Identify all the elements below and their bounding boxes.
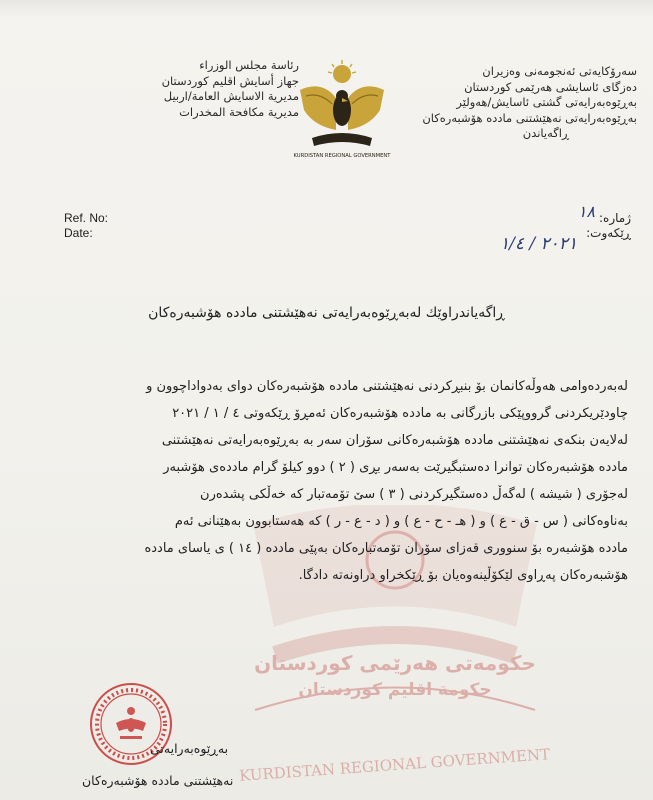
header-kurdish-line: بەڕێوەبەرایەتی نەهێشتنی مادده هۆشبەرەکان	[422, 110, 637, 125]
header-kurdish-line: دەزگای ئاسایشی هەرێمی کوردستان	[464, 79, 637, 94]
ref-number-label: Ref. No:	[64, 211, 109, 225]
date-label: Date:	[64, 226, 93, 240]
header-arabic-line: رئاسة مجلس الوزراء	[199, 58, 299, 72]
body-line: مادده هۆشبەرەکان توانرا دەستبگیرێت بەسەر بڕی ( ٢ ) دوو کیلۆ گرام ماددەی هۆشبەر	[163, 460, 628, 475]
document-title: ڕاگەیاندراوێك لەبەڕێوەبەرایەتی نەهێشتنی مادده هۆشبەرەکان	[148, 305, 505, 321]
handwritten-date: ٢٠٢١ / ١/٤	[500, 234, 578, 254]
header-kurdish	[405, 64, 637, 142]
body-line: هۆشبەرەکان پەڕاوی لێکۆڵینەوەیان بۆ ڕێکخراو دراونەتە دادگا.	[298, 568, 628, 583]
document-body	[56, 373, 628, 589]
logo-caption: KURDISTAN REGIONAL GOVERNMENT	[293, 153, 391, 159]
date-label-ku: ڕێکەوت:	[586, 226, 631, 240]
header-arabic-line: مديرية الاسايش العامة/اربيل	[163, 89, 299, 103]
handwritten-number: ١٨	[577, 202, 595, 221]
watermark-line-1: حکومەتی هەرێمی کوردستان	[254, 651, 536, 675]
watermark-line-3: KURDISTAN REGIONAL GOVERNMENT	[238, 745, 551, 785]
krg-emblem-logo	[292, 60, 392, 170]
header-kurdish-line: سەرۆکایەتی ئەنجومەنی وەزیران	[482, 64, 637, 78]
number-label-ku: ژمارە:	[598, 211, 631, 225]
page-shadow	[0, 0, 653, 18]
header-arabic	[74, 58, 299, 120]
signature-department: نەهێشتنی مادده هۆشبەرەکان	[82, 773, 234, 788]
body-line: بەناوەکانی ( س - ق - ع ) و ( هـ - ح - ع ) و ( د - ع - ر ) کە هەستابوون بەهێنانی ئەم	[174, 514, 628, 529]
ref-block-english	[64, 211, 108, 241]
header-arabic-line: مديرية مكافحة المخدرات	[179, 104, 299, 119]
body-line: چاودێریکردنی گرووپێکی بازرگانی بە مادده هۆشبەرەکان ئەمڕۆ ڕێکەوتی ٤ / ١ / ٢٠٢١	[172, 406, 628, 421]
body-line: لەبەردەوامی هەوڵەکانمان بۆ بنبڕکردنی نەهێشتنی مادده هۆشبەرەکان دوای بەدواداچوون و	[146, 379, 628, 394]
header-kurdish-line: ڕاگەیاندن	[522, 126, 569, 140]
header-kurdish-line: بەڕێوەبەرایەتی گشتی ئاسایش/هەولێر	[456, 95, 637, 109]
watermark-line-2: حكومة اقليم كوردستان	[298, 680, 492, 700]
body-line: مادده هۆشبەرە بۆ سنووری قەزای سۆران تۆمەتبارەکان بەپێی مادده ( ١٤ ) ی یاسای مادده	[144, 541, 628, 556]
header-arabic-line: جهاز أسايش اقليم كوردستان	[161, 73, 299, 88]
body-line: لەلایەن بنکەی نەهێشتنی مادده هۆشبەرەکانی سۆران سەر بە بەڕێوەبەرایەتی نەهێشتنی	[161, 433, 628, 448]
signature-title: بەڕێوەبەرایەتی	[150, 741, 229, 756]
body-line: لەجۆری ( شیشە ) لەگەڵ دەستگیرکردنی ( ٣ ) سێ تۆمەتبار کە خەڵکی پشدەرن	[200, 487, 628, 502]
